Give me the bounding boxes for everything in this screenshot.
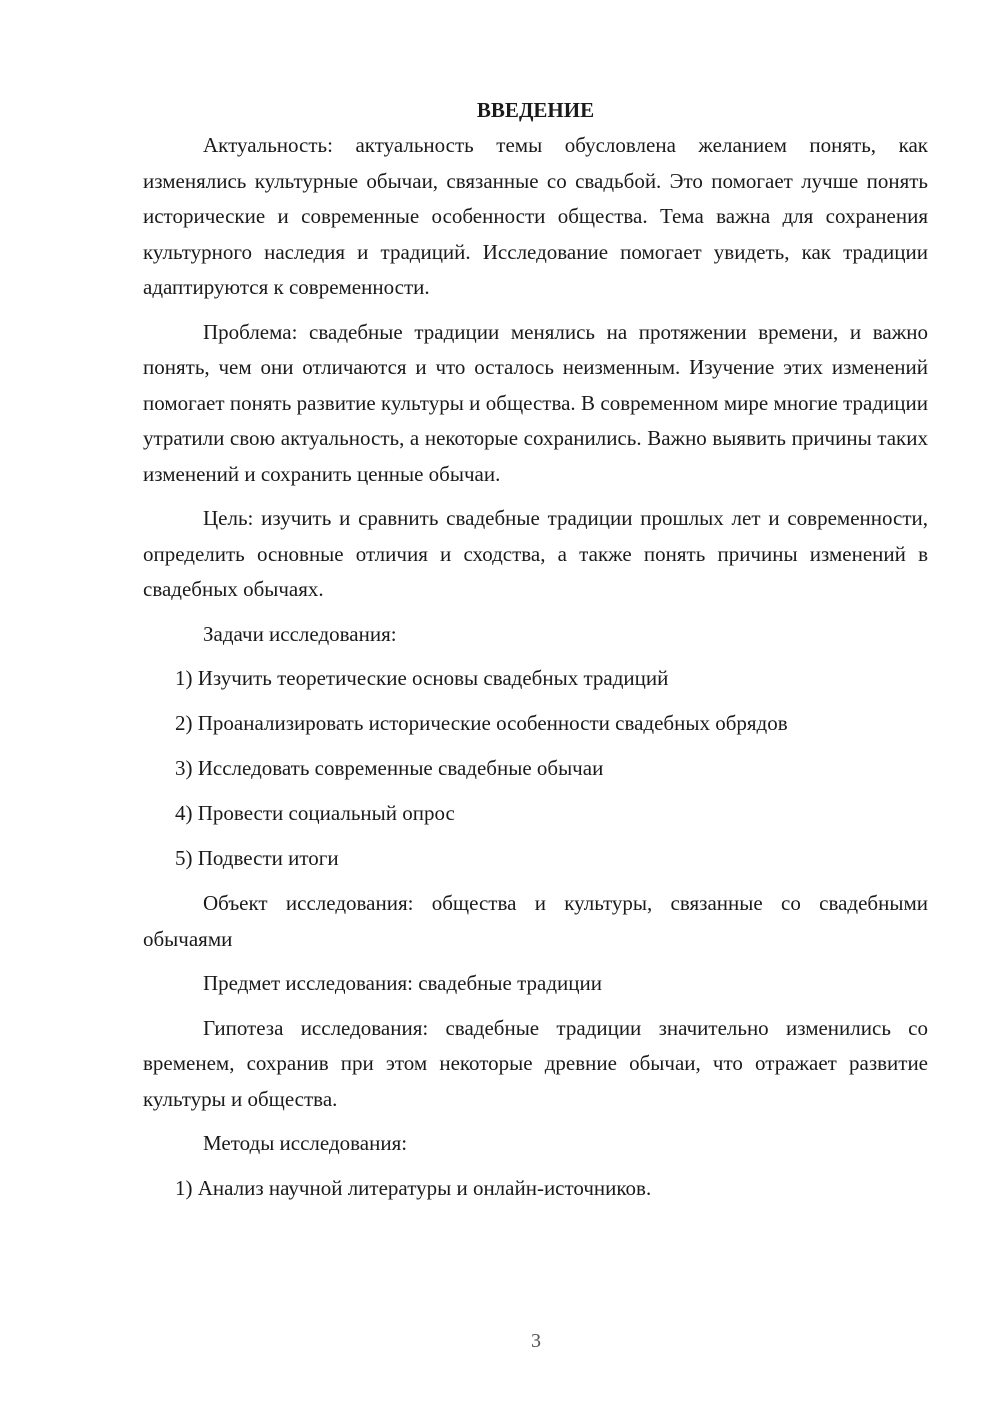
task-item-2: 2) Проанализировать исторические особенности свадебных обрядов <box>175 711 788 735</box>
task-item-5: 5) Подвести итоги <box>175 846 339 870</box>
hypothesis-paragraph: Гипотеза исследования: свадебные традиции значительно изменились со временем, сохранив при этом некоторые древние обычаи, что отражает развитие культуры и общества. <box>143 1015 928 1111</box>
document-page <box>143 92 928 1216</box>
task-item-3: 3) Исследовать современные свадебные обычаи <box>175 756 604 780</box>
relevance-paragraph: Актуальность: актуальность темы обусловлена желанием понять, как изменялись культурные обычаи, связанные со свадьбой. Это помогает лучше понять исторические и современные особенности общества. Тема важна для сохранения культурного наследия и традиций. Исследование помогает увидеть, как традиции адаптируются к современности. <box>143 133 928 299</box>
section-title: ВВЕДЕНИЕ <box>476 98 595 122</box>
problem-paragraph: Проблема: свадебные традиции менялись на протяжении времени, и важно понять, чем они отличаются и что осталось неизменным. Изучение этих изменений помогает понять развитие культуры и общества. В современном мире многие традиции утратили свою актуальность, а некоторые сохранились. Важно выявить причины таких изменений и сохранить ценные обычаи. <box>143 319 928 486</box>
tasks-label: Задачи исследования: <box>203 621 397 646</box>
object-paragraph: Объект исследования: общества и культуры, связанные со свадебными обычаями <box>143 891 928 951</box>
subject-paragraph: Предмет исследования: свадебные традиции <box>203 971 602 995</box>
page-number: 3 <box>531 1330 541 1352</box>
method-item-1: 1) Анализ научной литературы и онлайн-источников. <box>175 1175 652 1200</box>
methods-label: Методы исследования: <box>203 1131 408 1155</box>
goal-paragraph: Цель: изучить и сравнить свадебные традиции прошлых лет и современности, определить основные отличия и сходства, а также понять причины изменений в свадебных обычаях. <box>143 506 928 601</box>
task-item-1: 1) Изучить теоретические основы свадебных традиций <box>175 666 669 690</box>
task-item-4: 4) Провести социальный опрос <box>175 801 455 825</box>
